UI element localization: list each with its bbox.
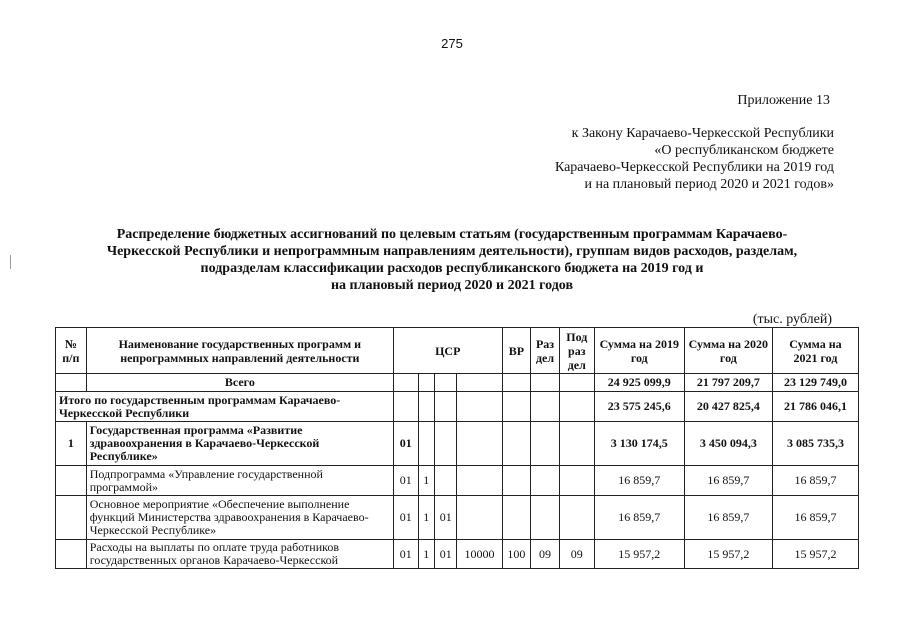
reference-line: и на плановый период 2020 и 2021 годов»	[584, 177, 834, 192]
table-row	[56, 466, 859, 496]
document-title	[60, 226, 844, 294]
cell-name: Итого по государственным программам Карачаево-Черкесской Республики	[56, 392, 394, 422]
table-header-row	[56, 328, 859, 374]
cell-vr	[502, 422, 531, 466]
cell-vr	[502, 374, 531, 392]
cell-csr-event	[434, 422, 457, 466]
cell-csr-subprogram: 1	[418, 496, 434, 540]
cell-sum-2020: 21 797 209,7	[684, 374, 772, 392]
cell-num	[56, 540, 87, 569]
header-razdel: Раз дел	[531, 328, 560, 374]
header-podrazdel: Под раз дел	[559, 328, 594, 374]
cell-podrazdel	[559, 392, 594, 422]
cell-sum-2020: 3 450 094,3	[684, 422, 772, 466]
cell-sum-2021: 16 859,7	[772, 466, 858, 496]
cell-sum-2019: 3 130 174,5	[594, 422, 684, 466]
cell-razdel	[531, 422, 560, 466]
cell-vr	[502, 392, 531, 422]
cell-csr-program: 01	[393, 422, 418, 466]
cell-csr-direction	[457, 374, 502, 392]
cell-csr-program	[393, 374, 418, 392]
cell-name: Всего	[86, 374, 393, 392]
cell-csr-event: 01	[434, 496, 457, 540]
cell-sum-2020: 20 427 825,4	[684, 392, 772, 422]
cell-sum-2019: 16 859,7	[594, 496, 684, 540]
title-line: подразделам классификации расходов республиканского бюджета на 2019 год и	[200, 261, 704, 276]
title-line: на плановый период 2020 и 2021 годов	[330, 278, 574, 293]
cell-csr-subprogram: 1	[418, 466, 434, 496]
cell-vr	[502, 496, 531, 540]
table-row	[56, 496, 859, 540]
cell-razdel	[531, 466, 560, 496]
table-row	[56, 374, 859, 392]
cell-podrazdel	[559, 466, 594, 496]
header-num: № п/п	[56, 328, 87, 374]
cell-num	[56, 374, 87, 392]
cell-razdel	[531, 392, 560, 422]
cell-csr-direction	[457, 496, 502, 540]
cell-podrazdel: 09	[559, 540, 594, 569]
cell-sum-2019: 23 575 245,6	[594, 392, 684, 422]
cell-csr-event	[434, 466, 457, 496]
header-name: Наименование государственных программ и непрограммных направлений деятельности	[86, 328, 393, 374]
title-line: Черкесской Республики и непрограммным направлениям деятельности), группам видов расходов, разделам,	[106, 244, 798, 259]
margin-mark	[10, 255, 11, 269]
cell-name: Расходы на выплаты по оплате труда работников государственных органов Карачаево-Черкесской	[86, 540, 393, 569]
cell-csr-subprogram	[418, 422, 434, 466]
cell-csr-program: 01	[393, 496, 418, 540]
cell-sum-2019: 24 925 099,9	[594, 374, 684, 392]
cell-podrazdel	[559, 374, 594, 392]
header-csr: ЦСР	[393, 328, 502, 374]
cell-csr-program: 01	[393, 466, 418, 496]
cell-name: Государственная программа «Развитие здравоохранения в Карачаево-Черкесской Республике»	[86, 422, 393, 466]
cell-sum-2019: 16 859,7	[594, 466, 684, 496]
reference-line: «О республиканском бюджете	[654, 143, 834, 158]
law-reference	[555, 125, 834, 193]
budget-table	[55, 327, 859, 569]
cell-csr-event	[434, 374, 457, 392]
cell-sum-2019: 15 957,2	[594, 540, 684, 569]
cell-csr-subprogram	[418, 374, 434, 392]
cell-csr-event	[434, 392, 457, 422]
cell-num	[56, 466, 87, 496]
cell-sum-2021: 16 859,7	[772, 496, 858, 540]
reference-line: к Закону Карачаево-Черкесской Республики	[571, 126, 834, 141]
cell-razdel	[531, 496, 560, 540]
header-sum-2019: Сумма на 2019 год	[594, 328, 684, 374]
table-row	[56, 422, 859, 466]
header-vr: ВР	[502, 328, 531, 374]
cell-vr: 100	[502, 540, 531, 569]
appendix-label: Приложение 13	[737, 93, 830, 108]
header-sum-2021: Сумма на 2021 год	[772, 328, 858, 374]
cell-csr-direction	[457, 422, 502, 466]
cell-name: Подпрограмма «Управление государственной программой»	[86, 466, 393, 496]
units-label: (тыс. рублей)	[752, 312, 832, 327]
cell-podrazdel	[559, 422, 594, 466]
cell-csr-direction: 10000	[457, 540, 502, 569]
cell-vr	[502, 466, 531, 496]
page-number: 275	[441, 36, 463, 51]
cell-csr-subprogram	[418, 392, 434, 422]
cell-razdel: 09	[531, 540, 560, 569]
cell-sum-2020: 16 859,7	[684, 496, 772, 540]
header-sum-2020: Сумма на 2020 год	[684, 328, 772, 374]
cell-num: 1	[56, 422, 87, 466]
cell-razdel	[531, 374, 560, 392]
table-row	[56, 540, 859, 569]
cell-csr-event: 01	[434, 540, 457, 569]
cell-sum-2021: 21 786 046,1	[772, 392, 858, 422]
cell-sum-2020: 16 859,7	[684, 466, 772, 496]
title-line: Распределение бюджетных ассигнований по целевым статьям (государственным программам Карачаево-	[116, 227, 788, 242]
cell-csr-direction	[457, 392, 502, 422]
cell-csr-program: 01	[393, 540, 418, 569]
cell-csr-program	[393, 392, 418, 422]
table-row	[56, 392, 859, 422]
cell-num	[56, 496, 87, 540]
cell-sum-2021: 23 129 749,0	[772, 374, 858, 392]
cell-sum-2021: 15 957,2	[772, 540, 858, 569]
cell-sum-2020: 15 957,2	[684, 540, 772, 569]
cell-sum-2021: 3 085 735,3	[772, 422, 858, 466]
cell-name: Основное мероприятие «Обеспечение выполнение функций Министерства здравоохранения в Карачаево-Черкесской Республике»	[86, 496, 393, 540]
cell-csr-direction	[457, 466, 502, 496]
cell-csr-subprogram: 1	[418, 540, 434, 569]
reference-line: Карачаево-Черкесской Республики на 2019 год	[554, 160, 834, 175]
cell-podrazdel	[559, 496, 594, 540]
